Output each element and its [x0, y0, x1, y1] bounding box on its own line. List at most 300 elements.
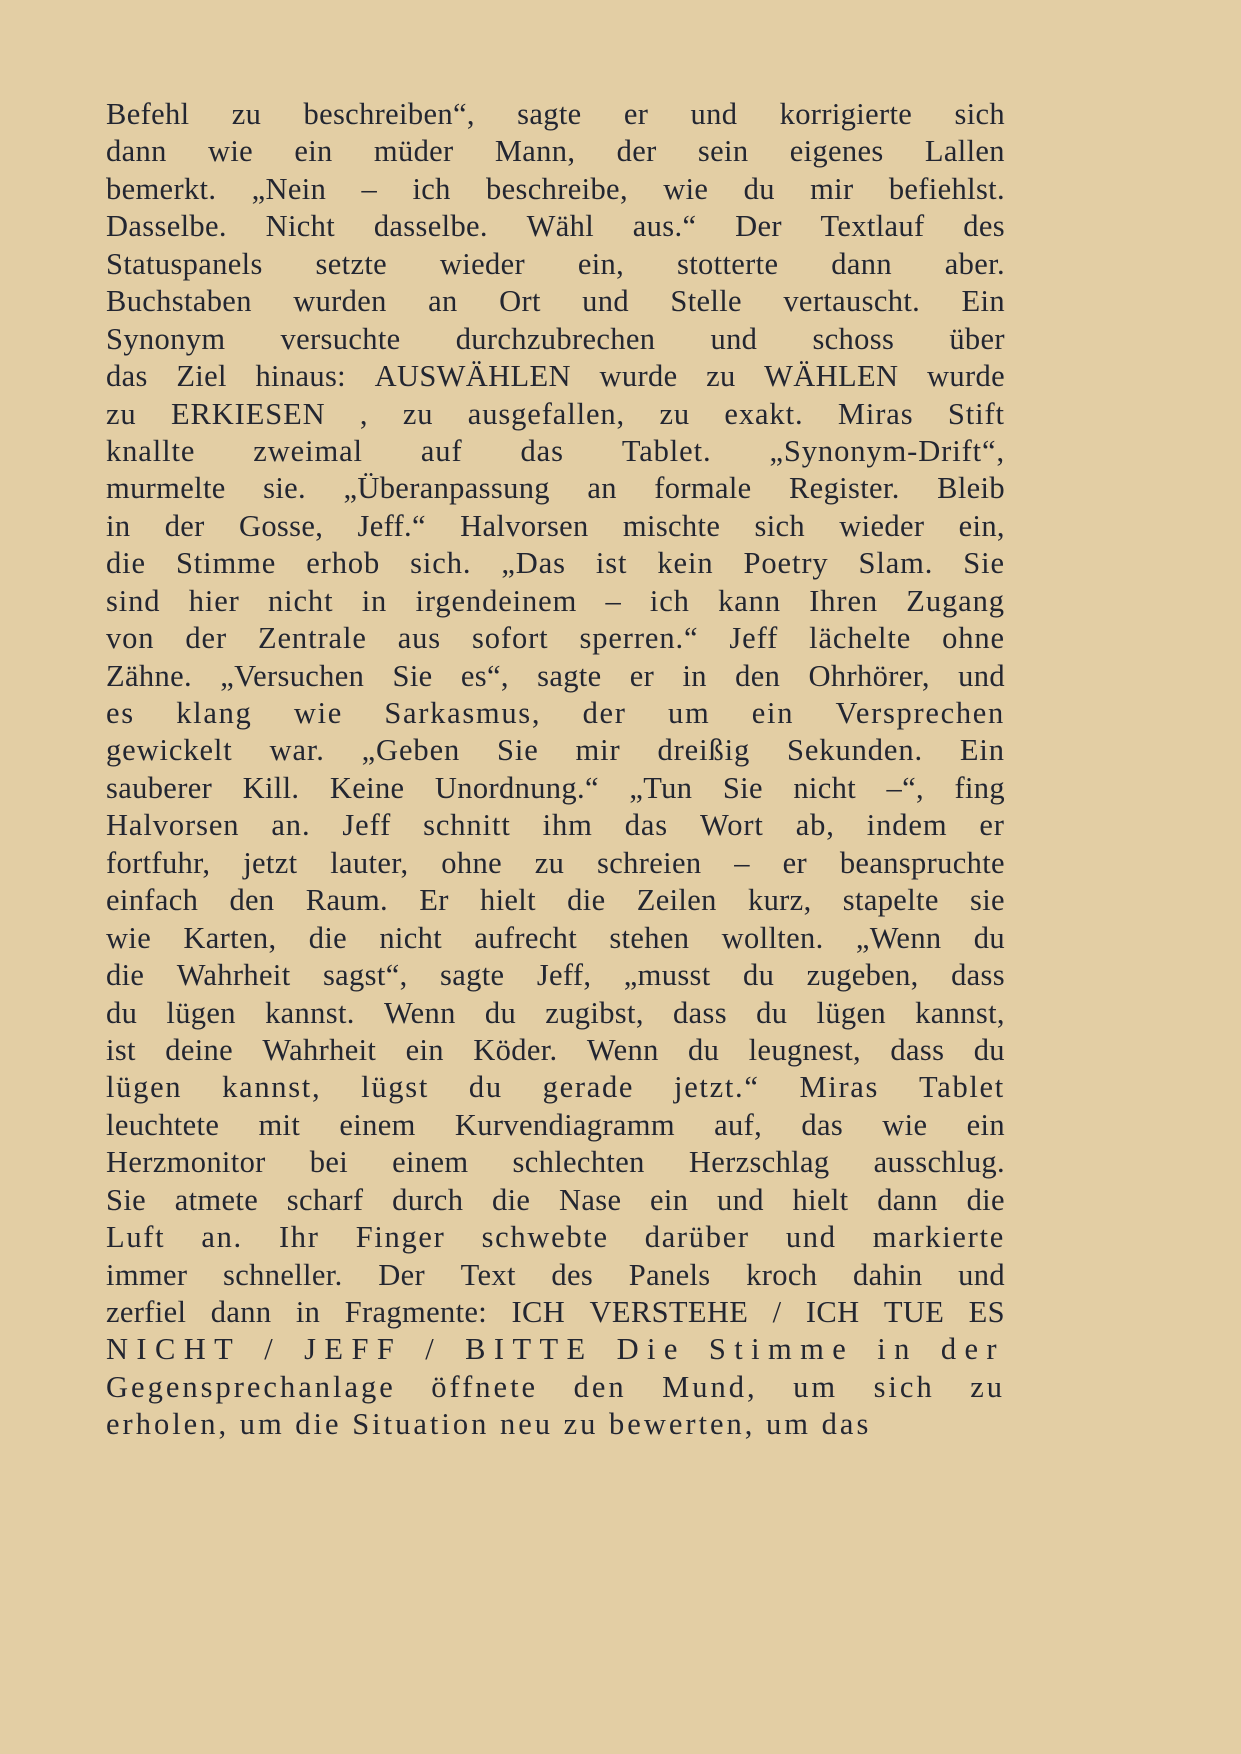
text-word: ein [650, 1182, 689, 1217]
text-word: Ein [961, 284, 1005, 319]
text-word: er [979, 808, 1005, 843]
text-word: auf [420, 433, 463, 468]
text-word: es [106, 696, 135, 730]
text-word: zerfiel [106, 1295, 187, 1329]
text-word: öffnete [431, 1369, 539, 1404]
text-word: Befehl [106, 97, 190, 131]
text-word: lügen [816, 995, 886, 1030]
text-word: die [106, 958, 145, 993]
text-word: Jeff, [536, 958, 592, 993]
text-word: lächelte [809, 621, 912, 656]
text-word: Ein [959, 733, 1005, 768]
text-word: Fragmente: [344, 1295, 488, 1329]
text-word: ICH [805, 1295, 860, 1329]
text-word: Halvorsen [460, 508, 589, 543]
text-word: ein, [958, 508, 1005, 543]
text-word: an. [201, 1220, 243, 1255]
text-word: Buchstaben [106, 284, 252, 319]
text-word: sein [697, 134, 749, 169]
text-word: wieder [439, 246, 525, 281]
text-word: sauberer [106, 770, 213, 805]
text-word: ab, [795, 808, 835, 843]
text-word: dass [951, 958, 1005, 993]
text-word: ist [106, 1032, 136, 1067]
text-word: Nicht [265, 209, 336, 244]
text-line [106, 1182, 1005, 1219]
text-word: gerade [542, 1070, 635, 1105]
text-word: Ort [499, 284, 541, 319]
text-line [106, 1219, 1005, 1256]
text-word: / [772, 1295, 782, 1329]
text-word: wurden [293, 284, 387, 319]
text-word: sich [754, 508, 806, 543]
text-word: , [359, 396, 369, 431]
text-word: stehen [609, 920, 690, 955]
text-word: die [106, 546, 146, 581]
text-word: formale [654, 471, 752, 506]
text-word: ohne [441, 845, 502, 880]
text-word: sperren.“ [579, 621, 699, 656]
text-word: schneller. [223, 1257, 343, 1292]
text-word: Unordnung.“ [434, 770, 599, 805]
text-word: Kurvendiagramm [454, 1107, 675, 1142]
text-word: aus.“ [632, 209, 697, 244]
text-line [106, 620, 1005, 657]
text-word: Zähne. [106, 658, 192, 693]
text-word: –“, [886, 770, 924, 805]
text-word: scharf [286, 1182, 364, 1217]
text-word: wie [106, 920, 152, 955]
text-word: leugnest, [748, 1032, 862, 1067]
text-word: du [468, 1070, 503, 1105]
text-line [106, 1331, 1005, 1368]
text-word: lügen [166, 995, 236, 1030]
text-word: Sie [497, 733, 539, 768]
text-word: den [735, 658, 781, 693]
text-word: einfach [106, 883, 199, 918]
text-word: zugeben, [806, 958, 919, 993]
text-word: Stelle [670, 284, 742, 319]
text-word: den [573, 1369, 627, 1404]
text-word: du [756, 995, 788, 1030]
text-word: du [743, 171, 775, 206]
text-word: Wähl [526, 209, 595, 244]
text-word: „Nein [251, 171, 327, 206]
text-word: kein [657, 546, 714, 581]
text-word: um [668, 696, 711, 730]
text-line [106, 208, 1005, 245]
text-word: / [264, 1332, 282, 1367]
text-word: ein [966, 1107, 1005, 1142]
text-word: Herzschlag [688, 1145, 830, 1180]
text-word: Wort [699, 808, 764, 843]
text-line [106, 807, 1005, 844]
text-word: sie [969, 883, 1005, 918]
text-word: einem [339, 1107, 416, 1142]
text-word: Jeff.“ [357, 508, 426, 543]
text-word: „Synonym-Drift“, [769, 433, 1005, 468]
text-word: wie [207, 134, 254, 169]
text-word: die [966, 1182, 1005, 1217]
text-line [106, 957, 1005, 994]
text-word: aufrecht [474, 920, 578, 955]
text-line [106, 583, 1005, 620]
text-word: indem [866, 808, 948, 843]
text-word: er [623, 97, 649, 131]
text-word: kannst, [222, 1070, 322, 1105]
text-word: dann [831, 246, 892, 281]
text-word: bei [309, 1145, 349, 1180]
text-word: kannst. [265, 995, 355, 1030]
text-word: auf, [714, 1107, 763, 1142]
text-word: Ihr [278, 1220, 320, 1255]
text-line [106, 96, 1005, 133]
text-word: Panels [628, 1257, 711, 1292]
text-line [106, 470, 1005, 507]
text-word: der [582, 696, 627, 730]
text-word: zugibst, [545, 995, 644, 1030]
text-word: der [164, 508, 205, 543]
text-word: an [587, 471, 617, 506]
text-word: zu [106, 396, 137, 431]
text-word: JEFF [304, 1332, 403, 1367]
text-word: ein [405, 1032, 444, 1067]
text-word: über [949, 321, 1005, 356]
text-word: kroch [746, 1257, 818, 1292]
text-line: erholen, um die Situation neu zu bewerten, um das [106, 1407, 872, 1442]
text-line [106, 732, 1005, 769]
text-word: nicht [267, 583, 334, 618]
text-line [106, 882, 1005, 919]
text-word: das [106, 359, 148, 394]
text-word: Gosse, [238, 508, 324, 543]
text-word: jetzt [243, 845, 298, 880]
text-word: dass [890, 1032, 945, 1067]
text-word: beschreiben“, [303, 97, 475, 131]
text-word: deine [165, 1032, 234, 1067]
text-word: Der [735, 209, 782, 244]
text-word: – [734, 845, 750, 880]
text-word: Sie [722, 770, 763, 805]
text-word: ein, [577, 246, 625, 281]
text-word: Statuspanels [106, 246, 263, 281]
text-word: lügst [361, 1070, 429, 1105]
text-word: sagte [439, 958, 505, 993]
text-word: TUE [883, 1295, 945, 1329]
text-word: lügen [106, 1070, 183, 1105]
text-word: beanspruchte [839, 845, 1005, 880]
text-word: und [958, 1257, 1005, 1292]
text-line [106, 508, 1005, 545]
text-word: Ihren [809, 583, 879, 618]
text-word: dann [106, 134, 167, 169]
text-word: zu [659, 396, 691, 431]
text-word: hielt [479, 883, 536, 918]
text-word: des [963, 209, 1005, 244]
text-line [106, 321, 1005, 358]
text-word: du [973, 1032, 1005, 1067]
text-word: Sarkasmus, [384, 696, 542, 730]
text-line [106, 1257, 1005, 1294]
text-word: zu [402, 396, 434, 431]
text-word: das [801, 1107, 844, 1142]
text-word: schwebte [481, 1220, 609, 1255]
text-word: er [629, 658, 655, 693]
text-line [106, 695, 1005, 732]
text-word: in [682, 658, 707, 693]
text-word: in [106, 508, 131, 543]
text-word: und [710, 321, 758, 356]
text-word: zu [706, 359, 736, 394]
text-word: wie [882, 1107, 928, 1142]
text-word: Ohrhörer, [808, 658, 930, 693]
text-word: schoss [812, 321, 895, 356]
text-word: wie [293, 696, 343, 730]
text-word: der [616, 134, 657, 169]
text-line [106, 1032, 1005, 1069]
text-word: du [973, 920, 1005, 955]
text-word: Wahrheit [262, 1032, 377, 1067]
text-word: mischte [622, 508, 721, 543]
text-line [106, 995, 1005, 1032]
text-word: erhob [306, 546, 381, 581]
text-word: Sie [963, 546, 1005, 581]
text-word: Wahrheit [176, 958, 291, 993]
body-text-block [106, 96, 1005, 1444]
text-word: und [582, 284, 629, 319]
text-word: um [793, 1369, 839, 1404]
text-word: – [361, 171, 378, 206]
text-line [106, 133, 1005, 170]
text-word: ich [412, 171, 451, 206]
text-word: Jeff [729, 621, 779, 656]
text-word: wieder [839, 508, 925, 543]
text-word: eigenes [789, 134, 884, 169]
text-word: sofort [471, 621, 549, 656]
text-word: nicht [379, 920, 443, 955]
text-word: Tablet. [621, 433, 712, 468]
text-line [106, 658, 1005, 695]
text-word: kann [718, 583, 781, 618]
text-word: Versprechen [835, 696, 1005, 730]
text-word: den [229, 883, 275, 918]
text-word: es“, [460, 658, 509, 693]
text-word: mir [810, 171, 854, 206]
text-word: an. [271, 808, 311, 843]
text-line [106, 1144, 1005, 1181]
text-word: hinaus: [255, 359, 346, 394]
text-word: „Wenn [855, 920, 942, 955]
text-word: darüber [644, 1220, 750, 1255]
text-word: durchzubrechen [455, 321, 656, 356]
text-word: Miras [837, 396, 914, 431]
text-word: Halvorsen [106, 808, 240, 843]
text-word: Dasselbe. [106, 209, 227, 244]
text-word: Tablet [919, 1070, 1005, 1105]
text-word: du [106, 995, 138, 1030]
text-word: korrigierte [779, 97, 913, 131]
text-word: befiehlst. [888, 171, 1005, 206]
text-word: ausgefallen, [467, 396, 626, 431]
text-word: Miras [799, 1070, 880, 1105]
text-word: die [308, 920, 348, 955]
text-word: die [567, 883, 606, 918]
text-word: ES [968, 1295, 1005, 1329]
text-word: beschreibe, [486, 171, 628, 206]
text-word: ICH [511, 1295, 566, 1329]
text-line [106, 920, 1005, 957]
text-word: dahin [853, 1257, 923, 1292]
text-line [106, 1294, 1005, 1331]
text-word: ERKIESEN [170, 396, 326, 431]
text-word: müder [373, 134, 454, 169]
text-word: schlechten [512, 1145, 645, 1180]
text-word: dreißig [657, 733, 751, 768]
text-word: ohne [942, 621, 1005, 656]
text-line [106, 358, 1005, 395]
text-word: die [491, 1182, 531, 1217]
text-word: sich. [410, 546, 472, 581]
text-word: war. [269, 733, 325, 768]
text-word: der [940, 1332, 1005, 1367]
text-line [106, 1107, 1005, 1144]
text-word: hielt [792, 1182, 849, 1217]
text-word: in [361, 583, 388, 618]
text-word: nicht [793, 770, 857, 805]
text-word: aber. [944, 246, 1005, 281]
text-word: Zugang [906, 583, 1005, 618]
text-line [106, 845, 1005, 882]
text-word: Kill. [242, 770, 300, 805]
text-word: Der [378, 1257, 425, 1292]
text-line [106, 1369, 1005, 1406]
text-word: VERSTEHE [589, 1295, 749, 1329]
text-word: wollten. [721, 920, 824, 955]
text-word: wurde [926, 359, 1005, 394]
text-word: der [185, 621, 228, 656]
text-word: exakt. [724, 396, 804, 431]
text-word: Er [419, 883, 449, 918]
text-line [106, 283, 1005, 320]
text-line [106, 545, 1005, 582]
text-word: sich [954, 97, 1005, 131]
text-line [106, 770, 1005, 807]
text-word: Lallen [924, 134, 1005, 169]
text-word: schnitt [423, 808, 511, 843]
text-word: Stimme [708, 1332, 855, 1367]
text-word: atmete [174, 1182, 259, 1217]
text-word: Luft [106, 1220, 166, 1255]
text-word: ein [751, 696, 795, 730]
text-word: und [690, 97, 738, 131]
text-word: in [295, 1295, 321, 1329]
text-word: AUSWÄHLEN [374, 359, 571, 394]
text-word: stotterte [676, 246, 779, 281]
text-word: Zeilen [636, 883, 717, 918]
text-word: Wenn [586, 1032, 659, 1067]
text-word: Mund, [662, 1369, 758, 1404]
text-word: sich [873, 1369, 935, 1404]
text-word: ihm [542, 808, 593, 843]
text-word: sagte [537, 658, 602, 693]
text-word: „musst [623, 958, 711, 993]
text-word: Jeff [342, 808, 392, 843]
text-word: Die [616, 1332, 686, 1367]
text-word: Karten, [183, 920, 277, 955]
text-word: sie. [263, 471, 307, 506]
text-word: das [624, 808, 669, 843]
text-line [106, 171, 1005, 208]
text-word: aus [397, 621, 442, 656]
text-word: mit [258, 1107, 301, 1142]
text-word: gewickelt [106, 733, 233, 768]
text-word: immer [106, 1257, 188, 1292]
text-word: Register. [788, 471, 900, 506]
text-word: murmelte [106, 471, 226, 506]
text-word: Ziel [176, 359, 227, 394]
text-word: und [785, 1220, 837, 1255]
text-word: Raum. [305, 883, 388, 918]
text-word: Text [460, 1257, 516, 1292]
text-word: „Versuchen [220, 658, 365, 693]
text-word: lauter, [330, 845, 409, 880]
text-word: wurde [599, 359, 678, 394]
text-word: sind [106, 583, 161, 618]
text-word: dasselbe. [373, 209, 488, 244]
text-word: Nase [558, 1182, 622, 1217]
text-word: WÄHLEN [764, 359, 899, 394]
text-word: „Das [501, 546, 566, 581]
text-word: bemerkt. [106, 171, 217, 206]
text-word: knallte [106, 433, 196, 468]
text-word: einem [392, 1145, 469, 1180]
text-word: an [428, 284, 458, 319]
text-word: / [425, 1332, 443, 1367]
text-word: Sie [106, 1182, 147, 1217]
text-word: er [782, 845, 808, 880]
text-word: in [877, 1332, 918, 1367]
text-word: NICHT [106, 1332, 242, 1367]
text-word: zu [231, 97, 262, 131]
text-word: irgendeinem [415, 583, 578, 618]
text-word: klang [176, 696, 253, 730]
text-word: kannst, [915, 995, 1005, 1030]
text-word: ist [595, 546, 628, 581]
text-word: sagte [517, 97, 582, 131]
text-word: Stift [947, 396, 1005, 431]
text-word: Synonym [106, 321, 226, 356]
text-word: Wenn [383, 995, 456, 1030]
text-word: BITTE [465, 1332, 594, 1367]
text-word: Bleib [937, 471, 1005, 506]
text-word: Sie [392, 658, 433, 693]
text-word: des [551, 1257, 594, 1292]
text-word: stapelte [842, 883, 939, 918]
text-word: von [106, 621, 155, 656]
text-word: schreien [597, 845, 702, 880]
text-word: „Überanpassung [343, 471, 550, 506]
text-word: Köder. [473, 1032, 558, 1067]
text-word: Sekunden. [787, 733, 924, 768]
text-word: leuchtete [106, 1107, 220, 1142]
text-word: „Tun [629, 770, 693, 805]
text-word: ausschlug. [873, 1145, 1005, 1180]
text-word: Finger [355, 1220, 446, 1255]
text-word: das [520, 433, 564, 468]
text-word: Herzmonitor [106, 1145, 266, 1180]
text-word: wie [663, 171, 709, 206]
text-word: dann [210, 1295, 272, 1329]
